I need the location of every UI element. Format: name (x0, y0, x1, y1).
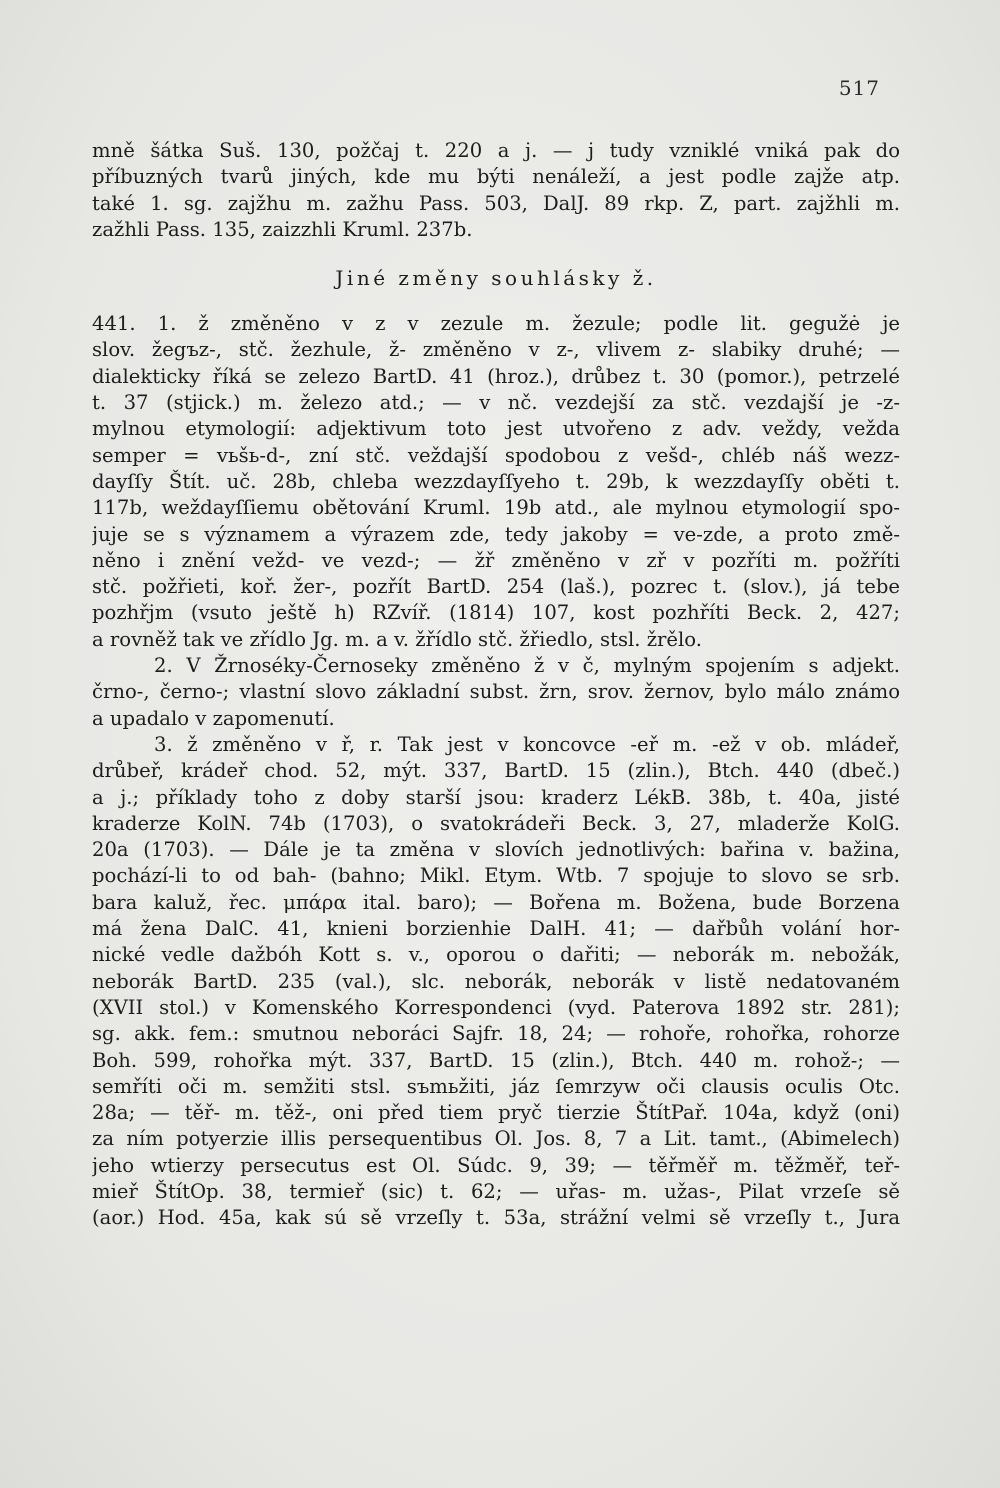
text-line: 441. 1. ž změněno v z v zezule m. žezule; podle lit. gegužė je (92, 312, 900, 336)
text-line: mieř ŠtítOp. 38, termieř (sic) t. 62; — uřas- m. užas-, Pilat vrzeſe sě (92, 1179, 900, 1203)
text-line: jeho wtierzy persecutus est Ol. Súdc. 9, 39; — těřměř m. těžměř, teř- (92, 1153, 900, 1177)
text-line: 20a (1703). — Dále je ta změna v slovích jednotlivých: bařina v. bažina, (92, 838, 900, 862)
text-line: slov. žegъz-, stč. žezhule, ž- změněno v z-, vlivem z- slabiky druhé; — (92, 338, 900, 362)
text-line: mylnou etymologií: adjektivum toto jest utvořeno z adv. veždy, vežda (92, 417, 900, 441)
section-heading: Jiné změny souhlásky ž. (335, 266, 657, 291)
text-line: a rovněž tak ve zřídlo Jg. m. a v. žřídlo stč. žřiedlo, stsl. žrělo. (92, 627, 702, 651)
body-text (92, 138, 900, 1232)
text-line: také 1. sg. zajžhu m. zažhu Pass. 503, DalJ. 89 rkp. Z, part. zajžhli m. (92, 191, 900, 215)
text-line: pozhřjm (vsuto ještě h) RZvíř. (1814) 107, kost pozhříti Beck. 2, 427; (92, 601, 900, 625)
text-line: 117b, weždayſſiemu obětování Kruml. 19b atd., ale mylnou etymologií spo- (92, 496, 900, 520)
text-line: črno-, černo-; vlastní slovo základní subst. žrn, srov. žernov, bylo málo známo (92, 680, 900, 704)
text-line: 3. ž změněno v ř, r. Tak jest v koncovce -eř m. -ež v ob. mládeř, (154, 732, 900, 756)
text-line: zažhli Pass. 135, zaizzhli Kruml. 237b. (92, 217, 473, 241)
text-line: pochází-li to od bah- (bahno; Mikl. Etym. Wtb. 7 spojuje to slovo se srb. (92, 864, 900, 888)
text-line: stč. požřieti, koř. žer-, pozřít BartD. 254 (laš.), pozrec t. (slov.), já tebe (92, 575, 900, 599)
text-line: a upadalo v zapomenutí. (92, 706, 335, 730)
text-line: dayſſy Štít. uč. 28b, chleba wezzdayſſyeho t. 29b, k wezzdayſſy oběti t. (92, 469, 900, 493)
text-line: nické vedle dažbóh Kott s. v., oporou o dařiti; — neborák m. nebožák, (92, 943, 900, 967)
text-line: 28a; — těř- m. těž-, oni před tiem pryč tierzie ŠtítPař. 104a, když (oni) (92, 1101, 900, 1125)
text-line: neborák BartD. 235 (val.), slc. neborák, neborák v listě nedatovaném (92, 969, 900, 993)
text-line: juje se s významem a výrazem zde, tedy jakoby = ve-zde, a proto změ- (92, 522, 900, 546)
text-line: 2. V Žrnoséky-Černoseky změněno ž v č, mylným spojením s adjekt. (154, 654, 900, 678)
text-line: bara kaluž, řec. μπάρα ital. baro); — Bořena m. Božena, bude Borzena (92, 890, 900, 914)
text-line: (XVII stol.) v Komenského Korrespondenci (vyd. Paterova 1892 str. 281); (92, 995, 900, 1019)
text-line: mně šátka Suš. 130, požčaj t. 220 a j. — j tudy vzniklé vniká pak do (92, 139, 900, 162)
text-line: má žena DalC. 41, knieni borzienhie DalH. 41; — dařbůh volání hor- (92, 917, 900, 941)
page-number: 517 (838, 76, 880, 100)
text-line: a j.; příklady toho z doby starší jsou: kraderz LékB. 38b, t. 40a, jisté (92, 785, 900, 809)
text-line: dialekticky říká se zelezo BartD. 41 (hroz.), drůbez t. 30 (pomor.), petrzelé (92, 364, 900, 388)
text-line: semper = vьšь-d-, zní stč. veždajší spodobou z vešd-, chléb náš wezz- (92, 443, 900, 467)
text-line: něno i znění vežd- ve vezd-; — žř změněno v zř v pozříti m. požříti (92, 548, 900, 572)
text-line: drůbeř, krádeř chod. 52, mýt. 337, BartD. 15 (zlin.), Btch. 440 (dbeč.) (92, 759, 900, 783)
text-line: příbuzných tvarů jiných, kde mu býti nenáleží, a jest podle zajže atp. (92, 165, 900, 189)
text-line: sg. akk. fem.: smutnou neboráci Sajfr. 18, 24; — rohoře, rohořka, rohorze (92, 1022, 900, 1046)
text-line: semříti oči m. semžiti stsl. sъmьžiti, jáz ſemrzyw oči clausis oculis Otc. (92, 1074, 900, 1098)
text-line: t. 37 (stjick.) m. železo atd.; — v nč. vezdejší za stč. vezdajší je -z- (92, 391, 900, 415)
text-line: (aor.) Hod. 45a, kak sú sě vrzeſly t. 53a, strážní velmi sě vrzeſly t., Jura (92, 1206, 900, 1230)
text-line: za ním potyerzie illis persequentibus Ol. Jos. 8, 7 a Lit. tamt., (Abimelech) (92, 1127, 900, 1151)
text-line: Boh. 599, rohořka mýt. 337, BartD. 15 (zlin.), Btch. 440 m. rohož-; — (92, 1048, 900, 1072)
text-line: kraderze KolN. 74b (1703), o svatokrádeři Beck. 3, 27, mladerže KolG. (92, 811, 900, 835)
